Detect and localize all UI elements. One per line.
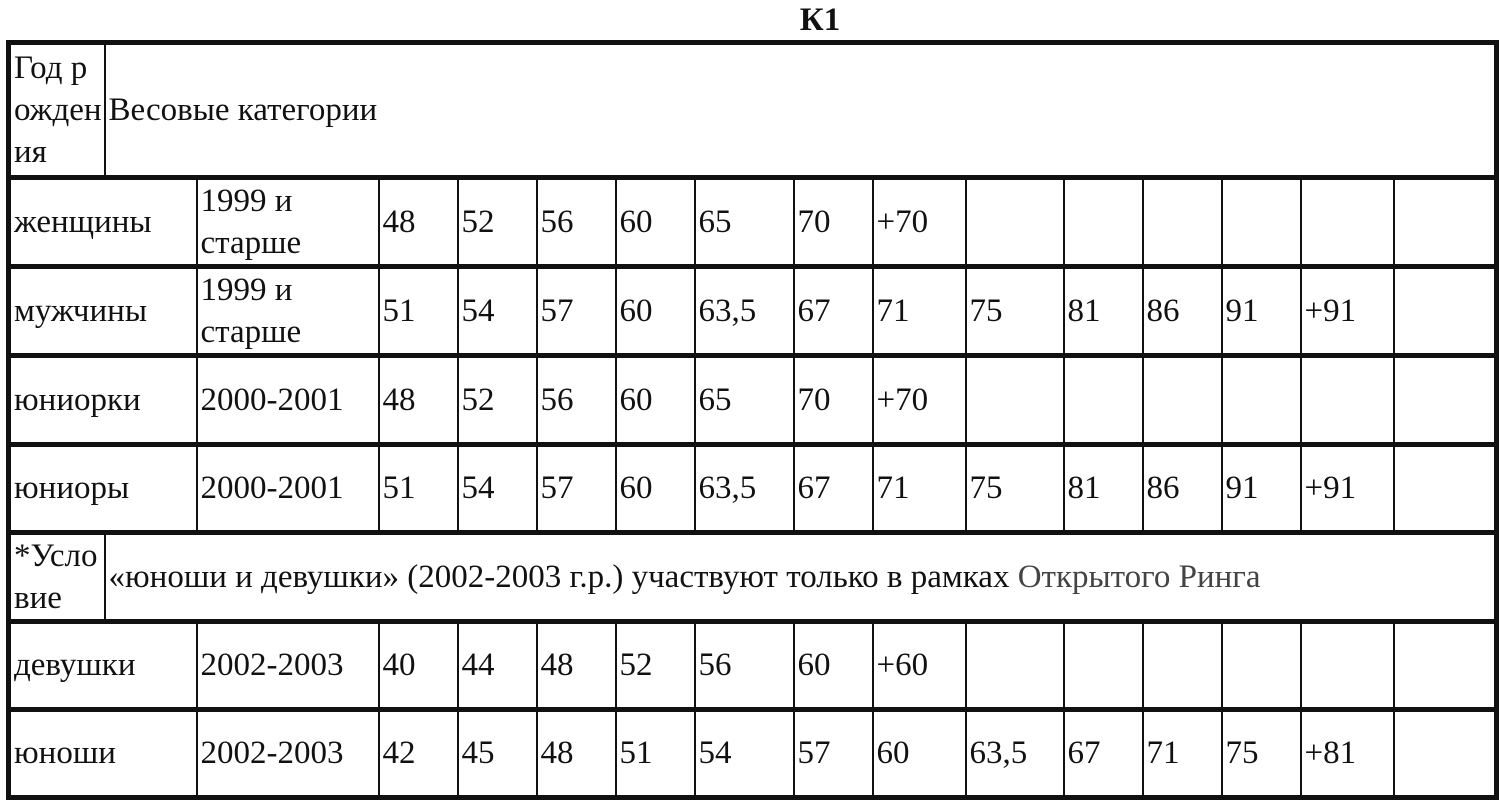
- weight-cell: 48: [379, 356, 458, 444]
- weight-cell: 45: [458, 709, 537, 797]
- weight-cell: [1222, 178, 1301, 267]
- weight-cell: 67: [794, 267, 873, 356]
- weight-cell: [1143, 356, 1222, 444]
- weight-cell: 75: [966, 267, 1064, 356]
- birth-years-cell: 2002-2003: [197, 621, 379, 709]
- weight-cell: [1301, 178, 1394, 267]
- weight-cell: 56: [695, 621, 794, 709]
- weight-cell: 60: [873, 709, 966, 797]
- weight-categories-header: Весовые категории: [105, 43, 1497, 178]
- weight-cell: +91: [1301, 444, 1394, 532]
- birth-years-cell: 2000-2001: [197, 444, 379, 532]
- group-cell: мужчины: [9, 267, 197, 356]
- weight-cell: 56: [537, 178, 616, 267]
- weight-cell: 91: [1222, 444, 1301, 532]
- note-text: [105, 532, 1497, 621]
- weight-cell: 86: [1143, 444, 1222, 532]
- weight-cell: 56: [537, 356, 616, 444]
- weight-cell: +60: [873, 621, 966, 709]
- weight-cell: 57: [794, 709, 873, 797]
- weight-cell: [1394, 267, 1497, 356]
- weight-cell: 57: [537, 267, 616, 356]
- weight-cell: 54: [458, 267, 537, 356]
- table-row: [9, 267, 1497, 356]
- weight-cell: 67: [1064, 709, 1143, 797]
- weight-cell: 70: [794, 356, 873, 444]
- weight-cell: 91: [1222, 267, 1301, 356]
- weight-cell: 60: [616, 356, 695, 444]
- weight-cell: [1143, 178, 1222, 267]
- group-cell: юноши: [9, 709, 197, 797]
- weight-cell: 51: [379, 444, 458, 532]
- weight-cell: +70: [873, 178, 966, 267]
- weight-cell: 71: [873, 444, 966, 532]
- year-of-birth-header: Год рождения: [9, 43, 105, 178]
- table-row: [9, 444, 1497, 532]
- weight-cell: [1064, 621, 1143, 709]
- table-row: [9, 178, 1497, 267]
- weight-cell: [1394, 356, 1497, 444]
- weight-cell: +91: [1301, 267, 1394, 356]
- weight-cell: 40: [379, 621, 458, 709]
- weight-cell: 57: [537, 444, 616, 532]
- note-label: *Условие: [9, 532, 105, 621]
- weight-cell: 65: [695, 356, 794, 444]
- weight-cell: 81: [1064, 444, 1143, 532]
- weight-cell: [966, 621, 1064, 709]
- weight-cell: 52: [458, 356, 537, 444]
- weight-cell: +81: [1301, 709, 1394, 797]
- document-title: К1: [799, 2, 841, 38]
- group-cell: юниорки: [9, 356, 197, 444]
- weight-cell: [966, 178, 1064, 267]
- weight-cell: +70: [873, 356, 966, 444]
- weight-cell: 63,5: [695, 267, 794, 356]
- weight-cell: 52: [616, 621, 695, 709]
- weight-cell: 48: [379, 178, 458, 267]
- note-body: «юноши и девушки» (2002-2003 г.р.) участвуют только в рамках: [108, 558, 1018, 595]
- group-cell: юниоры: [9, 444, 197, 532]
- weight-cell: [1064, 178, 1143, 267]
- weight-categories-table: [6, 40, 1499, 800]
- weight-cell: 71: [873, 267, 966, 356]
- weight-cell: 54: [458, 444, 537, 532]
- weight-cell: 65: [695, 178, 794, 267]
- weight-cell: 60: [794, 621, 873, 709]
- weight-cell: 60: [616, 178, 695, 267]
- weight-cell: 48: [537, 709, 616, 797]
- weight-cell: 52: [458, 178, 537, 267]
- top-rows: [9, 178, 1497, 532]
- weight-cell: 42: [379, 709, 458, 797]
- birth-years-cell: 2002-2003: [197, 709, 379, 797]
- weight-cell: 81: [1064, 267, 1143, 356]
- weight-cell: [1394, 444, 1497, 532]
- birth-years-cell: 1999 и старше: [197, 267, 379, 356]
- weight-cell: 54: [695, 709, 794, 797]
- weight-cell: 48: [537, 621, 616, 709]
- weight-cell: [1143, 621, 1222, 709]
- weight-cell: [1394, 621, 1497, 709]
- weight-cell: 75: [966, 444, 1064, 532]
- weight-cell: [966, 356, 1064, 444]
- bottom-rows: [9, 621, 1497, 797]
- weight-cell: 67: [794, 444, 873, 532]
- weight-cell: 51: [616, 709, 695, 797]
- weight-cell: 75: [1222, 709, 1301, 797]
- birth-years-cell: 2000-2001: [197, 356, 379, 444]
- weight-cell: 71: [1143, 709, 1222, 797]
- weight-cell: 60: [616, 444, 695, 532]
- weight-cell: 60: [616, 267, 695, 356]
- group-cell: девушки: [9, 621, 197, 709]
- weight-cell: [1394, 178, 1497, 267]
- table-row: [9, 709, 1497, 797]
- weight-cell: 51: [379, 267, 458, 356]
- note-highlight: Открытого Ринга: [1017, 558, 1261, 595]
- weight-cell: [1064, 356, 1143, 444]
- weight-cell: 44: [458, 621, 537, 709]
- header-row: [9, 43, 1497, 178]
- weight-cell: 86: [1143, 267, 1222, 356]
- weight-cell: [1301, 621, 1394, 709]
- group-cell: женщины: [9, 178, 197, 267]
- table-row: [9, 356, 1497, 444]
- weight-cell: 63,5: [695, 444, 794, 532]
- weight-cell: [1222, 621, 1301, 709]
- weight-cell: [1301, 356, 1394, 444]
- weight-cell: [1394, 709, 1497, 797]
- birth-years-cell: 1999 и старше: [197, 178, 379, 267]
- weight-cell: [1222, 356, 1301, 444]
- table-row: [9, 621, 1497, 709]
- weight-cell: 63,5: [966, 709, 1064, 797]
- note-row: [9, 532, 1497, 621]
- weight-cell: 70: [794, 178, 873, 267]
